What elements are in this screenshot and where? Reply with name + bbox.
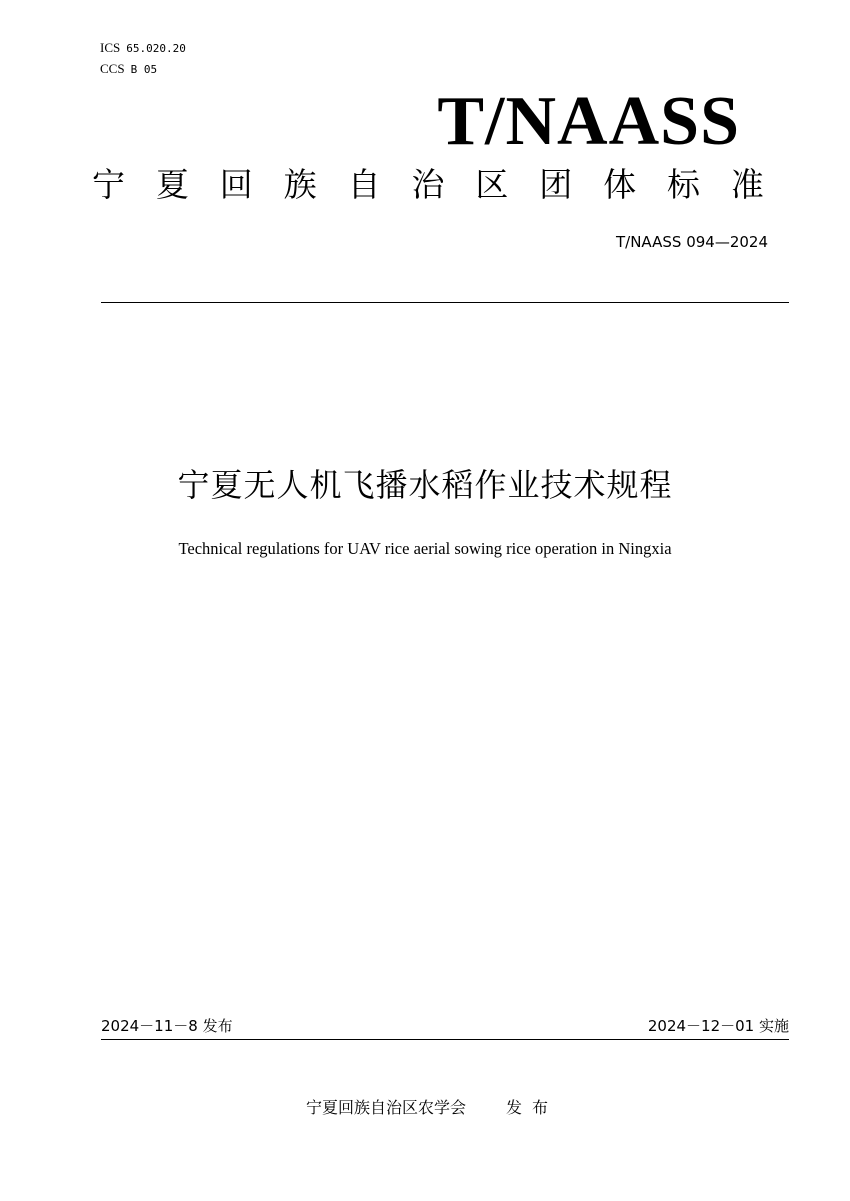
top-divider [101,302,789,303]
ics-code: 65.020.20 [126,42,186,55]
standard-type-char: 夏 [155,165,189,204]
standard-type-char: 准 [730,165,764,204]
standard-type-char: 团 [539,165,573,204]
issuer-line [0,1096,850,1120]
issue-action-char: 发 [505,1098,522,1117]
standard-type-char: 体 [603,165,637,204]
ccs-code: B 05 [130,63,158,76]
ccs-label: CCS [100,61,125,76]
standard-type-char: 标 [667,165,701,204]
standard-type-char: 族 [283,165,317,204]
standard-type-char: 自 [347,165,381,204]
ccs-line [100,59,186,80]
classification-codes [100,38,186,80]
standard-type [92,162,764,208]
standard-type-char: 区 [475,165,509,204]
standard-number: T/NAASS 094—2024 [616,233,768,251]
ics-label: ICS [100,40,121,55]
ics-line [100,38,186,59]
organization-logo: T/NAASS [437,83,740,160]
release-date: 2024－11－8 发布 [101,1017,233,1035]
issuer-name: 宁夏回族自治区农学会 [305,1098,466,1117]
document-title-chinese: 宁夏无人机飞播水稻作业技术规程 [177,466,673,504]
issue-action-char: 布 [532,1098,549,1117]
implementation-date: 2024－12－01 实施 [647,1017,789,1035]
bottom-divider [101,1039,789,1040]
standard-type-char: 宁 [92,165,125,204]
standard-type-char: 回 [219,165,253,204]
standard-type-char: 治 [411,165,445,204]
document-title-english: Technical regulations for UAV rice aerial sowing rice operation in Ningxia [178,539,672,558]
